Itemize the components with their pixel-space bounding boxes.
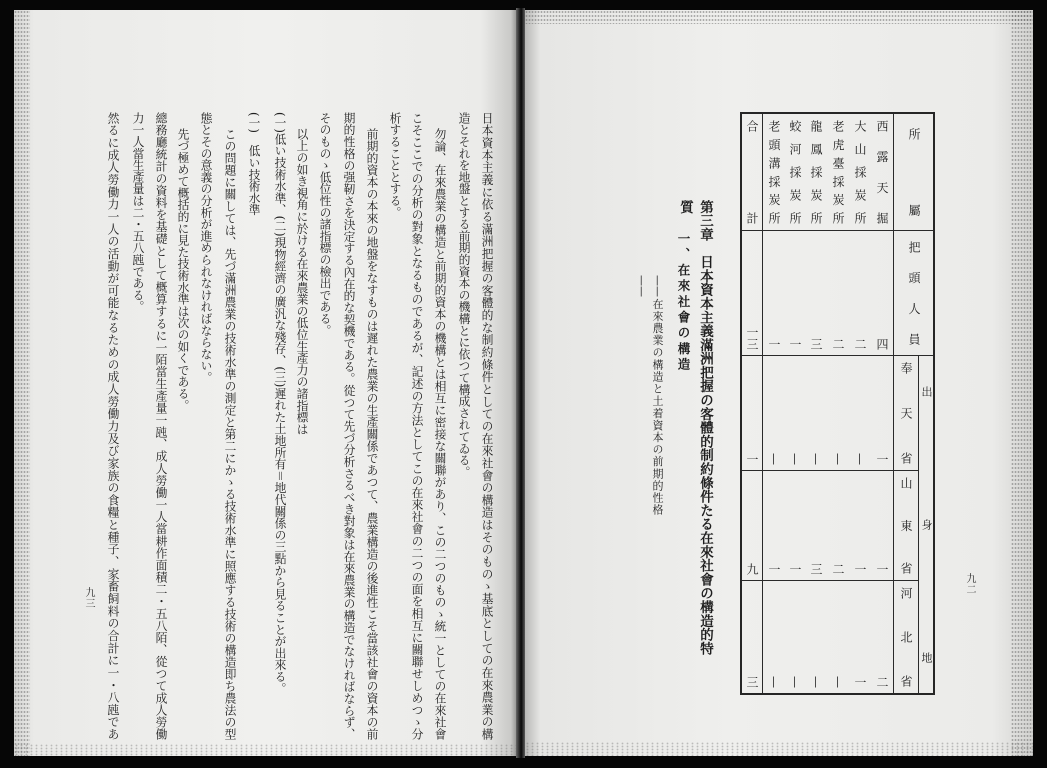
- row-label: 西露天掘: [875, 120, 889, 224]
- header-origin: 出身地: [920, 386, 933, 663]
- body-text-line: (一)低い技術水準、(二)現物經濟の廣汎な殘存、(三)遲れた土地所有＝地代關係の三點から見ることが出來る。: [273, 112, 287, 695]
- body-text-line: 先づ極めて概括的に見た技術水準は次の如くである。: [176, 128, 190, 412]
- body-text-line: 以上の如き視角に於ける在來農業の低位生產力の諸指標は: [295, 128, 309, 435]
- row-label: 老頭溝採炭所: [767, 120, 781, 224]
- body-text-line: 勿論、在來農業の構造と前期的資本の機構とは相互に密接な關聯があり、この二つのものゝ統一としての在來社會: [433, 128, 447, 740]
- total-shandong-count: 九: [745, 563, 759, 575]
- origin-fengtian-count: —: [853, 453, 867, 465]
- origin-hebei-count: —: [831, 676, 845, 688]
- scan-noise: [1011, 10, 1033, 756]
- foreman-origin-table: [740, 112, 935, 695]
- scan-noise: [14, 744, 516, 756]
- origin-fengtian-count: —: [831, 453, 845, 465]
- origin-fengtian-count: —: [788, 453, 802, 465]
- section-subtitle: ——在來農業の構造と土着資本の前期的性格——: [635, 275, 664, 515]
- total-hebei-count: 三: [745, 676, 759, 688]
- origin-hebei-count: —: [809, 676, 823, 688]
- origin-shandong-count: 一: [875, 563, 889, 575]
- subsection-heading: (一) 低い技術水準: [247, 112, 261, 216]
- body-text-line: 總務廳統計の資料を基礎として概算するに一陌當生產量一瓲、成人勞働一人當耕作面積二・五八陌、從つて成人勞働: [154, 112, 168, 740]
- foreman-count: 四: [875, 338, 889, 350]
- right-page: [525, 10, 1033, 756]
- body-text-line: 造とそれを地盤とする前期的資本の機構とに依つて構成されてゐる。: [457, 112, 471, 478]
- foreman-count: 一: [767, 338, 781, 350]
- total-row-label: 合計: [745, 120, 759, 224]
- origin-fengtian-count: 一: [875, 453, 889, 465]
- origin-shandong-count: 一: [788, 563, 802, 575]
- origin-hebei-count: —: [788, 676, 802, 688]
- origin-shandong-count: 一: [767, 563, 781, 575]
- foreman-count: 二: [831, 338, 845, 350]
- row-label: 龍鳳採炭所: [809, 120, 823, 224]
- origin-fengtian-count: —: [809, 453, 823, 465]
- row-label: 蛟河採炭所: [788, 120, 802, 224]
- scan-noise: [525, 742, 1033, 756]
- body-text-line: 期的性格の强靭さを決定する內在的な契機である。從つて先づ分析さるべき對象は在來農業の構造でなければならず、: [342, 112, 356, 740]
- origin-shandong-count: 一: [853, 563, 867, 575]
- body-text-line: この問題に關しては、先づ滿洲農業の技術水準の測定と第二にかゝる技術水準に照應する技術の構造即ち農法の型: [223, 128, 237, 740]
- body-text-line: こそここでの分析の對象となるものであるが、記述の方法としてこの在來社會の二つの面を相互に關聯せしめつゝ分: [410, 112, 424, 740]
- origin-shandong-count: 二: [831, 563, 845, 575]
- origin-fengtian-count: —: [767, 453, 781, 465]
- body-text-line: 前期的資本の本來の地盤をなすものは遲れた農業の生產關係であつて、農業構造の後進性こそ當該社會の資本の前: [365, 128, 379, 740]
- body-text-line: 析することとする。: [388, 112, 402, 219]
- header-hebei: 河北省: [899, 587, 913, 687]
- page-number: 九二: [964, 573, 975, 595]
- total-foreman-count: 一三: [745, 326, 759, 350]
- body-text-line: 日本資本主義に依る滿洲把握の客體的な制約條件としての在來社會の構造はそのものゝ基底としての在來農業の構: [480, 112, 494, 740]
- section-title: 一、在來社會の構造: [676, 232, 691, 370]
- row-label: 大山採炭所: [853, 120, 867, 224]
- scan-noise: [14, 10, 30, 756]
- foreman-count: 二: [853, 338, 867, 350]
- origin-shandong-count: 三: [809, 563, 823, 575]
- scan-noise: [525, 10, 1033, 24]
- body-text-line: 然るに成人勞働力一人の活動が可能なるための成人勞働力及び家族の食糧と種子、家畜飼料の合計に一・八瓲であ: [106, 112, 120, 740]
- header-affiliation: 所屬: [907, 128, 921, 216]
- left-page: [14, 10, 516, 756]
- header-shandong: 山東省: [899, 477, 913, 574]
- total-fengtian-count: 一: [745, 453, 759, 465]
- body-text-line: 力一人當生產量は二・五八瓲である。: [131, 112, 145, 313]
- book-spine: [516, 8, 525, 758]
- page-number: 九三: [83, 587, 94, 609]
- origin-hebei-count: 二: [875, 676, 889, 688]
- header-fengtian: 奉天省: [899, 362, 913, 464]
- foreman-count: 三: [809, 338, 823, 350]
- body-text-line: そのものゝ低位性の諸指標の檢出である。: [318, 112, 332, 337]
- foreman-count: 一: [788, 338, 802, 350]
- body-text-line: 態とその意義の分析が進められなければならない。: [199, 112, 213, 384]
- row-label: 老虎臺採炭所: [831, 120, 845, 224]
- origin-hebei-count: —: [767, 676, 781, 688]
- chapter-title: 第三章 日本資本主義滿洲把握の客體的制約條件たる在來社會の構造的特質: [677, 200, 713, 655]
- origin-hebei-count: 一: [853, 676, 867, 688]
- header-foremen: 把頭人員: [907, 241, 921, 345]
